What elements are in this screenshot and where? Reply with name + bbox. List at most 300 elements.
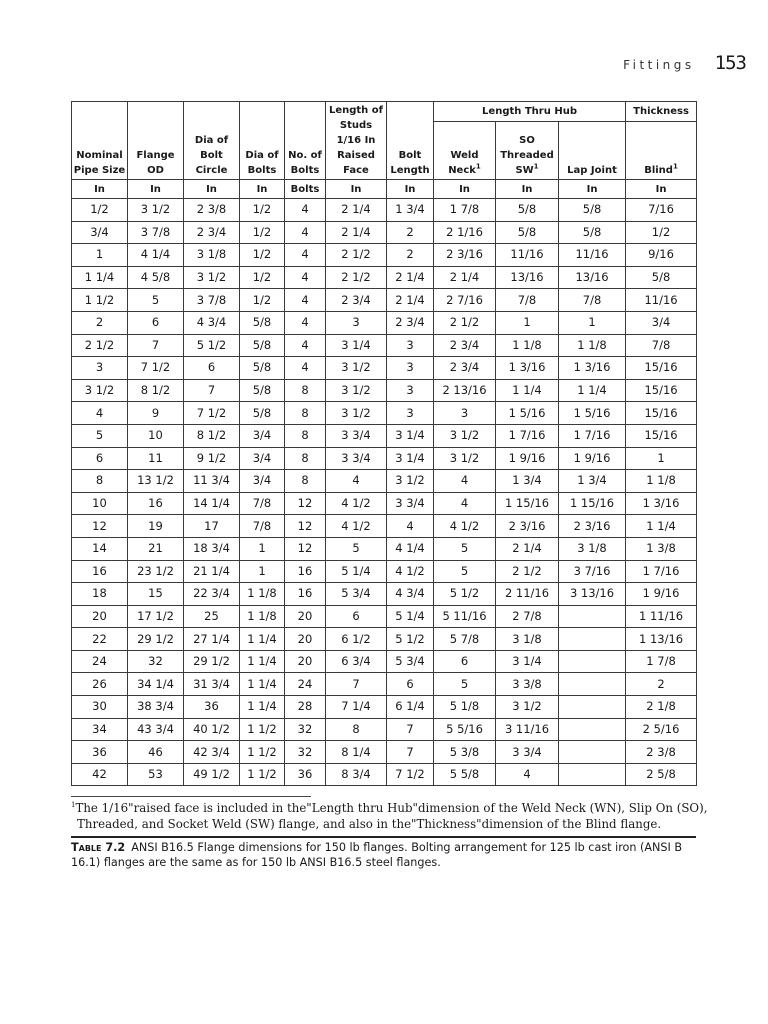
table-cell: 4 [434, 470, 496, 493]
table-cell: 2 [387, 221, 434, 244]
table-cell [559, 763, 626, 786]
table-cell: 2 5/16 [626, 718, 697, 741]
table-cell: 3 3/4 [387, 492, 434, 515]
table-cell: 2 1/2 [326, 244, 387, 267]
table-cell: 1 1/4 [240, 673, 285, 696]
table-cell: 3 [387, 334, 434, 357]
table-cell: 1 1/2 [240, 763, 285, 786]
table-cell: 15/16 [626, 424, 697, 447]
table-cell: 16 [285, 560, 326, 583]
column-header: Weld Neck$^1$ [434, 122, 496, 180]
table-cell: 7/8 [626, 334, 697, 357]
table-cell: 5/8 [559, 221, 626, 244]
table-cell: 9/16 [626, 244, 697, 267]
table-cell: 2 3/16 [496, 515, 559, 538]
table-cell: 4 1/4 [387, 537, 434, 560]
table-cell: 1 5/16 [496, 402, 559, 425]
table-cell: 7/8 [240, 492, 285, 515]
table-cell: 3 1/8 [496, 628, 559, 651]
table-cell: 2 1/8 [626, 696, 697, 719]
table-cell [559, 673, 626, 696]
table-cell: 46 [128, 741, 184, 764]
table-cell: 2 3/4 [184, 221, 240, 244]
table-cell: 6 [184, 357, 240, 380]
table-cell: 1 1/8 [240, 605, 285, 628]
table-cell: 1 7/16 [496, 424, 559, 447]
table-cell [559, 696, 626, 719]
table-cell: 1 5/16 [559, 402, 626, 425]
table-cell: 1 1/8 [626, 470, 697, 493]
unit-cell: Bolts [285, 180, 326, 199]
table-cell: 1 1/8 [559, 334, 626, 357]
units-row [72, 180, 697, 199]
table-cell: 5/8 [626, 266, 697, 289]
table-cell: 7 [387, 741, 434, 764]
table-cell: 4 1/2 [434, 515, 496, 538]
table-cell: 24 [285, 673, 326, 696]
table-cell: 1 7/8 [626, 650, 697, 673]
table-cell: 3 3/4 [326, 424, 387, 447]
header-row-top [72, 102, 697, 122]
table-cell: 5 5/8 [434, 763, 496, 786]
unit-cell: In [326, 180, 387, 199]
table-cell: 1 1/4 [240, 628, 285, 651]
table-cell: 5 [72, 424, 128, 447]
table-cell: 3 1/2 [326, 357, 387, 380]
table-cell: 6 [387, 673, 434, 696]
table-cell: 7 1/2 [387, 763, 434, 786]
table-cell [559, 605, 626, 628]
table-cell [559, 628, 626, 651]
table-cell: 2 3/8 [184, 199, 240, 222]
table-cell: 2 1/2 [434, 311, 496, 334]
table-cell: 1/2 [626, 221, 697, 244]
table-cell: 4 [285, 289, 326, 312]
table-cell: 8 [285, 402, 326, 425]
table-cell: 1 11/16 [626, 605, 697, 628]
table-cell: 5 1/4 [387, 605, 434, 628]
table-row [72, 470, 697, 493]
table-cell: 2 1/4 [387, 266, 434, 289]
table-cell: 4 [285, 244, 326, 267]
table-cell: 28 [285, 696, 326, 719]
table-cell: 32 [285, 741, 326, 764]
table-cell: 1 7/16 [559, 424, 626, 447]
footnote [71, 800, 711, 832]
table-cell: 1 1/4 [626, 515, 697, 538]
flange-dimensions-table [71, 101, 697, 786]
table-cell: 1 1/2 [72, 289, 128, 312]
table-cell: 36 [72, 741, 128, 764]
unit-cell: In [72, 180, 128, 199]
table-cell: 3 3/4 [326, 447, 387, 470]
table-cell: 20 [285, 605, 326, 628]
table-cell [559, 718, 626, 741]
table-cell: 3/4 [240, 470, 285, 493]
table-row [72, 199, 697, 222]
table-cell: 1/2 [240, 266, 285, 289]
table-cell [559, 741, 626, 764]
column-header: Nominal Pipe Size [72, 102, 128, 180]
table-cell: 3 [326, 311, 387, 334]
table-cell: 31 3/4 [184, 673, 240, 696]
table-cell: 34 [72, 718, 128, 741]
table-row [72, 537, 697, 560]
table-cell: 8 1/2 [128, 379, 184, 402]
table-cell: 4 5/8 [128, 266, 184, 289]
table-row [72, 289, 697, 312]
table-row [72, 696, 697, 719]
table-cell: 49 1/2 [184, 763, 240, 786]
table-cell: 2 3/4 [434, 334, 496, 357]
table-cell: 4 [285, 334, 326, 357]
table-row [72, 379, 697, 402]
table-cell: 18 3/4 [184, 537, 240, 560]
table-row [72, 402, 697, 425]
table-cell: 1 1/8 [240, 583, 285, 606]
table-cell: 12 [72, 515, 128, 538]
table-cell: 1 3/4 [559, 470, 626, 493]
table-cell: 1 15/16 [496, 492, 559, 515]
table-cell: 29 1/2 [128, 628, 184, 651]
table-cell: 26 [72, 673, 128, 696]
table-cell: 5/8 [559, 199, 626, 222]
table-cell: 2 1/4 [326, 199, 387, 222]
table-cell: 8 [285, 470, 326, 493]
table-cell: 4 1/4 [128, 244, 184, 267]
table-cell: 2 3/4 [387, 311, 434, 334]
table-cell: 3 1/2 [387, 470, 434, 493]
table-cell: 4 1/2 [387, 560, 434, 583]
table-cell: 7/8 [240, 515, 285, 538]
table-cell: 5 [434, 560, 496, 583]
table-cell: 7/8 [559, 289, 626, 312]
table-row [72, 628, 697, 651]
table-cell: 3 1/2 [434, 424, 496, 447]
caption-rule [71, 836, 696, 838]
table-cell: 3/4 [240, 424, 285, 447]
table-cell: 5 3/8 [434, 741, 496, 764]
column-header: Flange OD [128, 102, 184, 180]
table-cell: 6 [72, 447, 128, 470]
footnote-line-2: Threaded, and Socket Weld (SW) flange, and also in the"Thickness"dimension of the Blind flange. [77, 817, 662, 831]
table-cell: 6 1/4 [387, 696, 434, 719]
table-cell: 23 1/2 [128, 560, 184, 583]
table-header [72, 102, 697, 199]
footnote-rule [71, 796, 311, 797]
column-header: Blind$^1$ [626, 122, 697, 180]
table-cell: 9 1/2 [184, 447, 240, 470]
column-header: Dia of Bolts [240, 102, 285, 180]
table-cell: 9 [128, 402, 184, 425]
table-cell: 43 3/4 [128, 718, 184, 741]
table-cell: 2 1/2 [326, 266, 387, 289]
table-cell: 21 [128, 537, 184, 560]
table-cell: 3 7/8 [128, 221, 184, 244]
table-cell: 2 1/4 [434, 266, 496, 289]
table-row [72, 560, 697, 583]
table-cell: 5/8 [240, 334, 285, 357]
table-cell: 7 [326, 673, 387, 696]
table-cell: 5 1/4 [326, 560, 387, 583]
table-cell: 3 1/4 [326, 334, 387, 357]
table-cell: 4 [72, 402, 128, 425]
group-header-thickness: Thickness [626, 102, 697, 122]
table-row [72, 605, 697, 628]
group-header-length-thru-hub: Length Thru Hub [434, 102, 626, 122]
table-cell: 1 3/4 [496, 470, 559, 493]
table-cell: 2 7/8 [496, 605, 559, 628]
table-cell: 3 1/2 [326, 379, 387, 402]
table-cell: 7 1/4 [326, 696, 387, 719]
table-cell: 1 1/4 [559, 379, 626, 402]
table-cell: 4 [285, 221, 326, 244]
table-cell: 4 [285, 266, 326, 289]
table-cell: 8 [285, 424, 326, 447]
table-cell: 3 [387, 357, 434, 380]
table-cell: 15 [128, 583, 184, 606]
table-cell: 21 1/4 [184, 560, 240, 583]
table-cell: 1 1/8 [496, 334, 559, 357]
table-cell: 7 [184, 379, 240, 402]
table-cell: 1 1/4 [72, 266, 128, 289]
table-cell: 3 1/2 [326, 402, 387, 425]
table-cell: 8 [72, 470, 128, 493]
table-cell: 3 3/8 [496, 673, 559, 696]
table-cell: 5/8 [240, 379, 285, 402]
table-cell: 36 [184, 696, 240, 719]
table-cell: 3 1/8 [559, 537, 626, 560]
table-cell: 30 [72, 696, 128, 719]
table-cell: 5 1/2 [387, 628, 434, 651]
table-row [72, 763, 697, 786]
table-cell: 7 1/2 [184, 402, 240, 425]
table-row [72, 515, 697, 538]
table-cell: 3 1/2 [72, 379, 128, 402]
unit-cell: In [626, 180, 697, 199]
table-cell: 11/16 [559, 244, 626, 267]
table-cell: 1 [559, 311, 626, 334]
table-cell: 2 3/16 [559, 515, 626, 538]
table-cell: 1 1/2 [240, 718, 285, 741]
table-cell: 2 3/8 [626, 741, 697, 764]
table-cell: 1 3/8 [626, 537, 697, 560]
table-cell: 13 1/2 [128, 470, 184, 493]
table-cell: 5/8 [240, 402, 285, 425]
table-cell: 40 1/2 [184, 718, 240, 741]
table-cell [559, 650, 626, 673]
table-cell: 3 [387, 402, 434, 425]
table-cell: 4 [326, 470, 387, 493]
table-cell: 4 [285, 199, 326, 222]
unit-cell: In [434, 180, 496, 199]
table-cell: 16 [285, 583, 326, 606]
table-cell: 1 3/4 [387, 199, 434, 222]
table-cell: 3 [434, 402, 496, 425]
table-cell: 5 [128, 289, 184, 312]
table-cell: 5 1/8 [434, 696, 496, 719]
table-cell: 2 11/16 [496, 583, 559, 606]
table-cell: 13/16 [559, 266, 626, 289]
table-cell: 6 [326, 605, 387, 628]
table-cell: 3 11/16 [496, 718, 559, 741]
table-row [72, 424, 697, 447]
table-cell: 10 [72, 492, 128, 515]
table-cell: 4 1/2 [326, 492, 387, 515]
table-cell: 6 1/2 [326, 628, 387, 651]
table-cell: 32 [285, 718, 326, 741]
table-cell: 2 3/16 [434, 244, 496, 267]
table-cell: 3 1/2 [434, 447, 496, 470]
table-row [72, 583, 697, 606]
table-cell: 7/16 [626, 199, 697, 222]
table-caption [71, 840, 711, 870]
table-cell: 5 [434, 537, 496, 560]
table-cell: 1 [240, 560, 285, 583]
table-cell: 12 [285, 515, 326, 538]
table-cell: 5/8 [240, 311, 285, 334]
table-cell: 1 1/4 [240, 650, 285, 673]
table-cell: 1 3/16 [626, 492, 697, 515]
table-cell: 5/8 [496, 221, 559, 244]
table-cell: 2 [626, 673, 697, 696]
table-cell: 1/2 [72, 199, 128, 222]
table-cell: 3 [72, 357, 128, 380]
table-cell: 1 15/16 [559, 492, 626, 515]
table-row [72, 673, 697, 696]
table-cell: 8 1/4 [326, 741, 387, 764]
section-name: Fittings [623, 58, 695, 72]
unit-cell: In [387, 180, 434, 199]
table-body [72, 199, 697, 786]
table-cell: 38 3/4 [128, 696, 184, 719]
table-cell: 6 [128, 311, 184, 334]
table-cell: 11 3/4 [184, 470, 240, 493]
table-cell: 14 [72, 537, 128, 560]
table-row [72, 650, 697, 673]
table-cell: 5/8 [240, 357, 285, 380]
table-cell: 2 1/4 [496, 537, 559, 560]
table-cell: 5 3/4 [387, 650, 434, 673]
table-cell: 2 1/4 [387, 289, 434, 312]
table-cell: 7/8 [496, 289, 559, 312]
table-cell: 24 [72, 650, 128, 673]
table-cell: 1 3/16 [496, 357, 559, 380]
table-cell: 16 [128, 492, 184, 515]
table-cell: 3 7/8 [184, 289, 240, 312]
table-cell: 15/16 [626, 357, 697, 380]
table-cell: 6 [434, 650, 496, 673]
table-cell: 1 1/4 [496, 379, 559, 402]
table-cell: 3 1/4 [387, 447, 434, 470]
table-cell: 8 [326, 718, 387, 741]
table-cell: 4 1/2 [326, 515, 387, 538]
table-cell: 4 [285, 311, 326, 334]
table-cell: 1 1/4 [240, 696, 285, 719]
table-cell: 17 [184, 515, 240, 538]
table-cell: 34 1/4 [128, 673, 184, 696]
column-header: Bolt Length [387, 102, 434, 180]
table-cell: 1 [496, 311, 559, 334]
table-cell: 20 [72, 605, 128, 628]
table-cell: 1 3/16 [559, 357, 626, 380]
table-cell: 42 [72, 763, 128, 786]
table-cell: 5 [434, 673, 496, 696]
table-cell: 13/16 [496, 266, 559, 289]
table-cell: 4 [285, 357, 326, 380]
table-cell: 17 1/2 [128, 605, 184, 628]
table-cell: 5 1/2 [434, 583, 496, 606]
table-cell: 4 3/4 [387, 583, 434, 606]
table-cell: 3 1/2 [184, 266, 240, 289]
table-cell: 1 [240, 537, 285, 560]
footnote-line-1: The 1/16"raised face is included in the"Length thru Hub"dimension of the Weld Neck (WN), Slip On (SO), [75, 801, 708, 815]
table-cell: 19 [128, 515, 184, 538]
table-cell: 10 [128, 424, 184, 447]
table-cell: 25 [184, 605, 240, 628]
table-cell: 1/2 [240, 289, 285, 312]
table-cell: 15/16 [626, 379, 697, 402]
table-cell: 4 [496, 763, 559, 786]
table-cell: 4 [434, 492, 496, 515]
table-cell: 2 [387, 244, 434, 267]
table-cell: 12 [285, 492, 326, 515]
table-cell: 3 3/4 [496, 741, 559, 764]
table-cell: 3 [387, 379, 434, 402]
table-cell: 2 3/4 [326, 289, 387, 312]
table-row [72, 311, 697, 334]
table-cell: 1/2 [240, 199, 285, 222]
table-cell: 1 7/16 [626, 560, 697, 583]
table-cell: 53 [128, 763, 184, 786]
table-cell: 1 [72, 244, 128, 267]
table-cell: 3/4 [626, 311, 697, 334]
running-head [623, 52, 746, 74]
table-cell: 8 1/2 [184, 424, 240, 447]
table-row [72, 221, 697, 244]
table-cell: 27 1/4 [184, 628, 240, 651]
table-cell: 22 3/4 [184, 583, 240, 606]
column-header: Dia of Bolt Circle [184, 102, 240, 180]
footnote-marker: 1 [71, 801, 76, 810]
caption-label: Table 7.2 [71, 841, 126, 854]
table-cell: 2 5/8 [626, 763, 697, 786]
table-cell: 8 [285, 379, 326, 402]
table-cell: 3/4 [72, 221, 128, 244]
table-row [72, 334, 697, 357]
table-cell: 1 9/16 [559, 447, 626, 470]
table-cell: 5 3/4 [326, 583, 387, 606]
table-cell: 11/16 [496, 244, 559, 267]
table-cell: 2 1/2 [496, 560, 559, 583]
table-row [72, 447, 697, 470]
table-cell: 36 [285, 763, 326, 786]
table-cell: 4 [387, 515, 434, 538]
unit-cell: In [240, 180, 285, 199]
table-cell: 5 [326, 537, 387, 560]
table-cell: 7 1/2 [128, 357, 184, 380]
table-row [72, 266, 697, 289]
table-cell: 32 [128, 650, 184, 673]
unit-cell: In [496, 180, 559, 199]
table-cell: 3 1/4 [387, 424, 434, 447]
table-cell: 11 [128, 447, 184, 470]
table-cell: 1 [626, 447, 697, 470]
table-cell: 2 1/4 [326, 221, 387, 244]
table-cell: 6 3/4 [326, 650, 387, 673]
table-cell: 3 13/16 [559, 583, 626, 606]
table-cell: 11/16 [626, 289, 697, 312]
